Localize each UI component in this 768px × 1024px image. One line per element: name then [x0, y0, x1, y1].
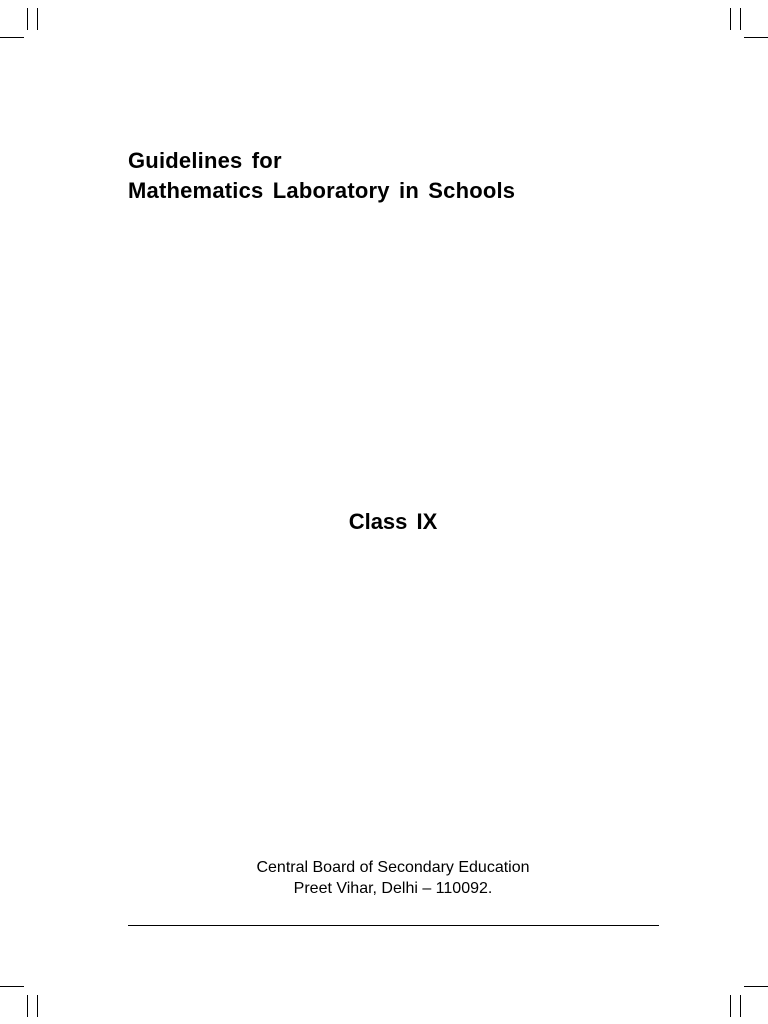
publisher-block [0, 857, 768, 899]
crop-mark-top-left-v1 [27, 8, 28, 30]
document-title [128, 146, 515, 206]
crop-mark-bottom-right-v1 [730, 995, 731, 1017]
crop-mark-top-right-v1 [730, 8, 731, 30]
crop-mark-bottom-left-v2 [37, 995, 38, 1017]
crop-mark-top-left-h [0, 37, 24, 38]
crop-mark-top-left-v2 [37, 8, 38, 30]
title-line-1: Guidelines for [128, 148, 282, 173]
bottom-rule [128, 925, 659, 926]
crop-mark-bottom-left-v1 [27, 995, 28, 1017]
crop-mark-top-right-h [744, 37, 768, 38]
crop-mark-bottom-right-h [744, 986, 768, 987]
class-label: Class IX [348, 509, 438, 534]
title-line-2: Mathematics Laboratory in Schools [128, 178, 516, 203]
crop-mark-top-right-v2 [740, 8, 741, 30]
crop-mark-bottom-right-v2 [740, 995, 741, 1017]
crop-mark-bottom-left-h [0, 986, 24, 987]
publisher-name: Central Board of Secondary Education [256, 859, 530, 876]
publisher-address: Preet Vihar, Delhi – 110092. [293, 880, 493, 897]
